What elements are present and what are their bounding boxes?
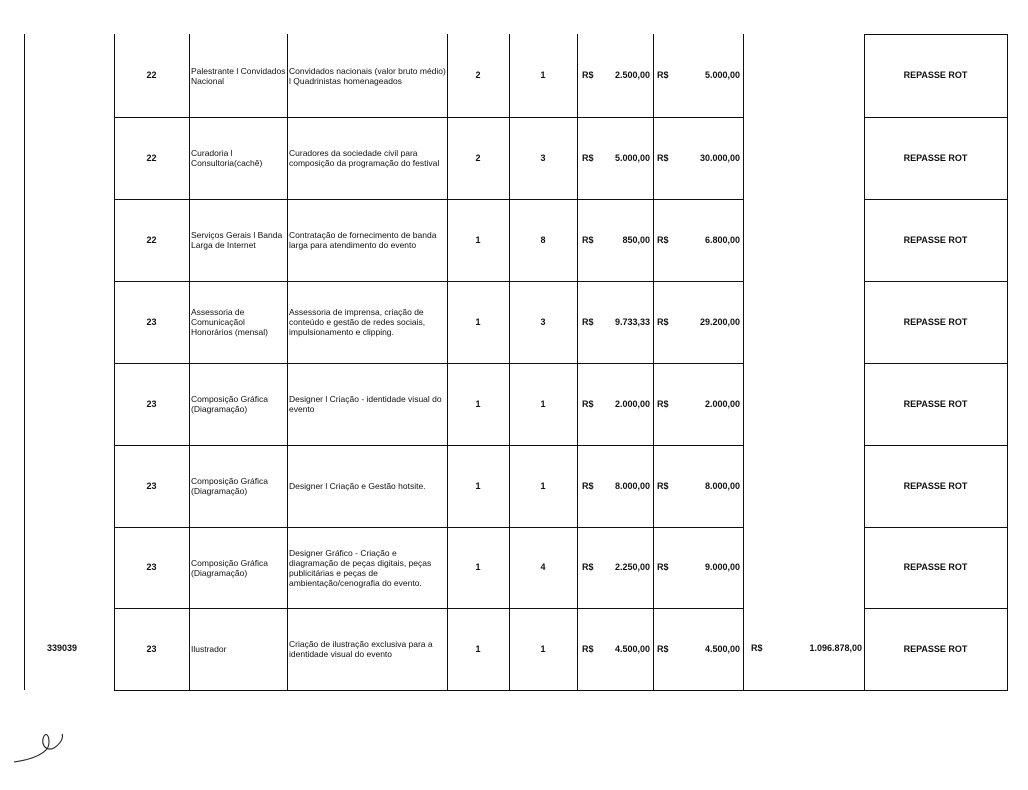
table-row-cell	[447, 445, 509, 527]
table-line	[114, 690, 1008, 691]
source-cell: REPASSE ROT	[903, 562, 968, 572]
table-row-cell	[657, 34, 675, 117]
role-cell: Composição Gráfica (Diagramação)	[191, 394, 269, 414]
table-row-cell	[509, 117, 577, 199]
total-cell: 29.200,00	[699, 316, 740, 327]
total-currency-cell: R$	[657, 480, 669, 491]
table-line	[189, 34, 190, 690]
table-row-cell	[191, 608, 287, 690]
table-row-cell	[509, 281, 577, 363]
total-cell: 5.000,00	[704, 70, 740, 80]
table-row-cell	[864, 199, 1007, 281]
table-row-cell	[657, 608, 675, 690]
table-row-cell	[509, 445, 577, 527]
table-row-cell	[114, 34, 189, 117]
total-currency-cell: R$	[657, 70, 669, 80]
total-cell: 30.000,00	[699, 152, 740, 163]
description-cell: Criação de ilustração exclusiva para a identidade visual do evento	[289, 639, 433, 659]
source-cell: REPASSE ROT	[903, 480, 968, 491]
total-cell: 9.000,00	[704, 562, 740, 572]
table-row-cell	[864, 117, 1007, 199]
table-row-cell	[676, 363, 740, 445]
unit-price-cell: 8.000,00	[614, 480, 650, 491]
units-cell: 1	[540, 480, 546, 491]
table-row-cell	[289, 199, 447, 281]
table-row-cell	[114, 608, 189, 690]
quantity-cell: 2	[475, 70, 481, 80]
table-row-cell	[447, 117, 509, 199]
units-cell: 4	[540, 562, 546, 572]
units-cell: 1	[540, 398, 546, 409]
table-row-cell	[289, 117, 447, 199]
table-row-cell	[676, 608, 740, 690]
source-cell: REPASSE ROT	[903, 70, 968, 80]
code-cell: 22	[146, 234, 157, 245]
table-row-cell	[864, 608, 1007, 690]
quantity-cell: 1	[475, 398, 481, 409]
code-cell: 23	[146, 480, 157, 491]
total-currency-cell: R$	[657, 562, 669, 572]
table-row-cell	[864, 363, 1007, 445]
source-cell: REPASSE ROT	[903, 316, 968, 327]
source-cell: REPASSE ROT	[903, 643, 968, 654]
source-cell: REPASSE ROT	[903, 152, 968, 163]
table-row-cell	[191, 363, 287, 445]
code-cell: 22	[146, 70, 157, 80]
role-cell: Assessoria de Comunicaçãol Honorários (mensal)	[191, 307, 268, 337]
table-row-cell	[447, 281, 509, 363]
total-cell: 4.500,00	[704, 643, 740, 654]
quantity-cell: 1	[475, 234, 481, 245]
table-row-cell	[596, 117, 650, 199]
table-row-cell	[596, 608, 650, 690]
table-row-cell	[657, 363, 675, 445]
total-currency-cell: R$	[657, 643, 669, 654]
table-row-cell	[191, 281, 287, 363]
total-currency-cell: R$	[657, 316, 669, 327]
table-row-cell	[596, 527, 650, 608]
grand-total: 1.096.878,00	[809, 643, 862, 653]
total-currency-cell: R$	[657, 234, 669, 245]
total-cell: 6.800,00	[704, 234, 740, 245]
unit-price-cell: 9.733,33	[614, 316, 650, 327]
description-cell: Designer l Criação - identidade visual do evento	[289, 394, 442, 414]
table-row-cell	[676, 199, 740, 281]
role-cell: Composição Gráfica (Diagramação)	[191, 557, 269, 578]
table-row-cell	[864, 445, 1007, 527]
table-row-cell	[676, 445, 740, 527]
role-cell: Curadoria l Consultoria(cachê)	[191, 148, 263, 168]
table-line	[577, 34, 578, 690]
description-cell: Assessoria de imprensa, criação de conteúdo e gestão de redes sociais, impulsionamento e clipping.	[289, 307, 426, 337]
table-row-cell	[596, 281, 650, 363]
table-row-cell	[289, 527, 447, 608]
table-row-cell	[191, 527, 287, 608]
source-cell: REPASSE ROT	[903, 398, 968, 409]
unit-price-cell: 850,00	[622, 234, 650, 245]
table-row-cell	[864, 34, 1007, 117]
units-cell: 1	[540, 70, 546, 80]
currency-cell: R$	[582, 234, 594, 245]
role-cell: Serviços Gerais l Banda Larga de Internet	[191, 230, 283, 250]
code-cell: 23	[146, 562, 157, 572]
table-row-cell	[191, 34, 287, 117]
role-cell: Composição Gráfica (Diagramação)	[191, 476, 269, 496]
quantity-cell: 1	[475, 562, 481, 572]
table-row-cell	[864, 527, 1007, 608]
total-currency-cell: R$	[657, 398, 669, 409]
table-row-cell	[509, 199, 577, 281]
signature	[10, 722, 70, 772]
table-row-cell	[596, 34, 650, 117]
code-cell: 23	[146, 643, 157, 654]
table-row-cell	[509, 527, 577, 608]
table-row-cell	[509, 34, 577, 117]
table-row-cell	[657, 199, 675, 281]
total-currency-cell: R$	[657, 152, 669, 163]
unit-price-cell: 2.000,00	[614, 398, 650, 409]
table-line	[1007, 34, 1008, 690]
table-line	[653, 34, 654, 690]
total-cell: 2.000,00	[704, 398, 740, 409]
table-row-cell	[447, 34, 509, 117]
table-row-cell	[657, 117, 675, 199]
table-row-cell	[114, 363, 189, 445]
description-cell: Designer l Criação e Gestão hotsite.	[289, 481, 426, 491]
units-cell: 3	[540, 316, 546, 327]
currency-cell: R$	[582, 643, 594, 654]
table-row-cell	[447, 527, 509, 608]
table-row-cell	[447, 199, 509, 281]
table-row-cell	[676, 527, 740, 608]
table-row-cell	[596, 199, 650, 281]
table-row-cell	[676, 281, 740, 363]
table-row-cell	[289, 34, 447, 117]
table-row-cell	[191, 445, 287, 527]
source-cell: REPASSE ROT	[903, 234, 968, 245]
units-cell: 3	[540, 152, 546, 163]
unit-price-cell: 4.500,00	[614, 643, 650, 654]
units-cell: 8	[540, 234, 546, 245]
description-cell: Convidados nacionais (valor bruto médio) l Quadrinistas homenageados	[289, 65, 446, 86]
table-row-cell	[864, 281, 1007, 363]
description-cell: Contratação de fornecimento de banda larga para atendimento do evento	[289, 230, 437, 250]
table-row-cell	[657, 527, 675, 608]
code-cell: 23	[146, 398, 157, 409]
table-row-cell	[657, 445, 675, 527]
table-row-cell	[509, 608, 577, 690]
table-row-cell	[289, 445, 447, 527]
role-cell: Ilustrador	[191, 644, 227, 654]
code-cell: 23	[146, 316, 157, 327]
code-cell: 22	[146, 152, 157, 163]
currency-cell: R$	[582, 70, 594, 80]
grand-total-currency: R$	[751, 643, 763, 653]
element-code: 339039	[47, 643, 78, 653]
quantity-cell: 1	[475, 643, 481, 654]
quantity-cell: 2	[475, 152, 481, 163]
table-row-cell	[676, 117, 740, 199]
unit-price-cell: 5.000,00	[614, 152, 650, 163]
table-row-cell	[191, 117, 287, 199]
table-row-cell	[676, 34, 740, 117]
table-line	[743, 34, 744, 690]
currency-cell: R$	[582, 316, 594, 327]
table-row-cell	[289, 363, 447, 445]
currency-cell: R$	[582, 152, 594, 163]
table-row-cell	[114, 445, 189, 527]
currency-cell: R$	[582, 562, 594, 572]
table-row-cell	[596, 363, 650, 445]
table-row-cell	[289, 281, 447, 363]
table-row-cell	[114, 527, 189, 608]
role-cell: Palestrante l Convidados Nacional	[191, 65, 286, 86]
table-row-cell	[114, 117, 189, 199]
unit-price-cell: 2.500,00	[614, 70, 650, 80]
table-line	[287, 34, 288, 690]
table-row-cell	[447, 608, 509, 690]
table-row-cell	[114, 199, 189, 281]
units-cell: 1	[540, 643, 546, 654]
table-row-cell	[114, 281, 189, 363]
currency-cell: R$	[582, 398, 594, 409]
table-row-cell	[657, 281, 675, 363]
quantity-cell: 1	[475, 316, 481, 327]
description-cell: Designer Gráfico - Criação e diagramação de peças digitais, peças publicitárias e peças de ambientação/cenografia do evento.	[289, 547, 432, 588]
table-row-cell	[289, 608, 447, 690]
unit-price-cell: 2.250,00	[614, 562, 650, 572]
total-cell: 8.000,00	[704, 480, 740, 491]
table-row-cell	[596, 445, 650, 527]
table-row-cell	[447, 363, 509, 445]
table-row-cell	[509, 363, 577, 445]
quantity-cell: 1	[475, 480, 481, 491]
currency-cell: R$	[582, 480, 594, 491]
table-row-cell	[191, 199, 287, 281]
left-margin-line	[24, 34, 25, 690]
description-cell: Curadores da sociedade civil para composição da programação do festival	[289, 148, 440, 168]
